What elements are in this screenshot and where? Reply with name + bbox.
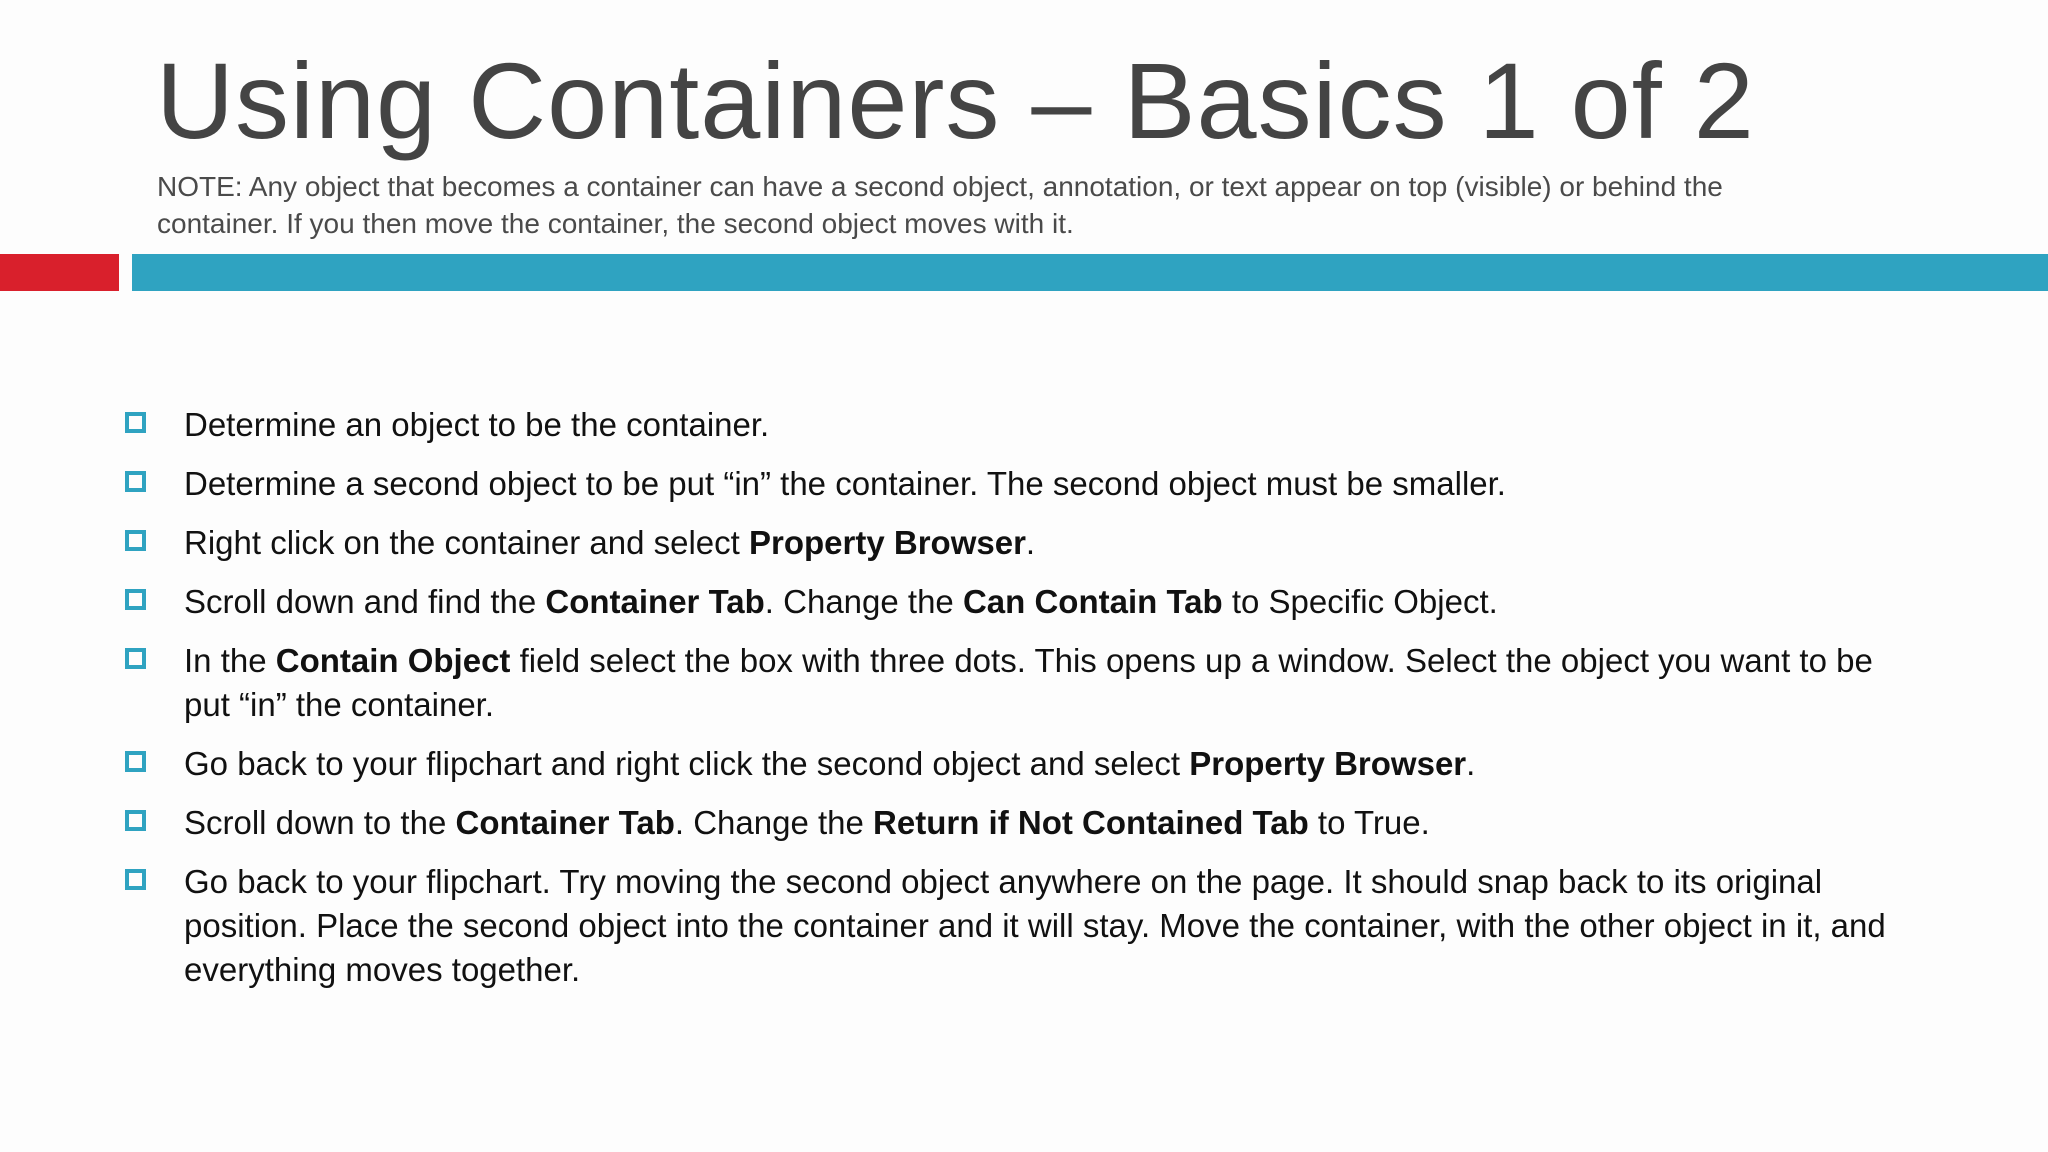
bullet-text: Determine an object to be the container. xyxy=(184,406,770,443)
bullet-square-icon xyxy=(125,589,146,610)
accent-bar-red xyxy=(0,254,119,291)
list-item xyxy=(125,462,1925,506)
bullet-text: to Specific Object. xyxy=(1222,583,1498,620)
bullet-bold-text: Return if Not Contained Tab xyxy=(873,804,1309,841)
slide-note xyxy=(157,168,1917,242)
bullet-square-icon xyxy=(125,530,146,551)
bullet-bold-text: Container Tab xyxy=(455,804,675,841)
slide-title: Using Containers – Basics 1 of 2 xyxy=(156,40,1755,161)
bullet-text: to True. xyxy=(1308,804,1430,841)
bullet-text: . Change the xyxy=(674,804,874,841)
bullet-bold-text: Property Browser xyxy=(1189,745,1467,782)
bullet-text: In the xyxy=(184,642,276,679)
bullet-text: Go back to your flipchart. Try moving the second object anywhere on the page. It should snap back to its original position. Place the second object into the container and it will stay. Move the container, with the other object in it, and everything moves together. xyxy=(184,863,1886,988)
list-item xyxy=(125,801,1925,845)
bullet-square-icon xyxy=(125,471,146,492)
list-item xyxy=(125,521,1925,565)
bullet-text: . Change the xyxy=(764,583,963,620)
bullet-list xyxy=(125,403,1925,1007)
bullet-square-icon xyxy=(125,412,146,433)
bullet-square-icon xyxy=(125,648,146,669)
note-line-2: container. If you then move the container, the second object moves with it. xyxy=(157,208,1074,239)
bullet-square-icon xyxy=(125,810,146,831)
bullet-text: field select the box with three dots. This opens up a window. Select the object you want to be put “in” the container. xyxy=(184,642,1873,723)
list-item xyxy=(125,639,1925,727)
bullet-bold-text: Can Contain Tab xyxy=(962,583,1223,620)
list-item xyxy=(125,580,1925,624)
bullet-square-icon xyxy=(125,869,146,890)
bullet-text: Right click on the container and select xyxy=(184,524,749,561)
bullet-bold-text: Property Browser xyxy=(748,524,1026,561)
accent-bar-blue xyxy=(132,254,2048,291)
list-item xyxy=(125,742,1925,786)
bullet-text: Go back to your flipchart and right click the second object and select xyxy=(184,745,1190,782)
list-item xyxy=(125,403,1925,447)
bullet-text: . xyxy=(1466,745,1476,782)
bullet-text: Scroll down and find the xyxy=(184,583,546,620)
bullet-text: . xyxy=(1025,524,1036,561)
list-item xyxy=(125,860,1925,992)
note-line-1: NOTE: Any object that becomes a container can have a second object, annotation, or text appear on top (visible) or behind the xyxy=(157,171,1723,202)
bullet-text: Scroll down to the xyxy=(184,804,456,841)
bullet-square-icon xyxy=(125,751,146,772)
bullet-bold-text: Contain Object xyxy=(275,642,511,679)
bullet-text: Determine a second object to be put “in” the container. The second object must be smaller. xyxy=(184,465,1506,502)
bullet-bold-text: Container Tab xyxy=(545,583,765,620)
